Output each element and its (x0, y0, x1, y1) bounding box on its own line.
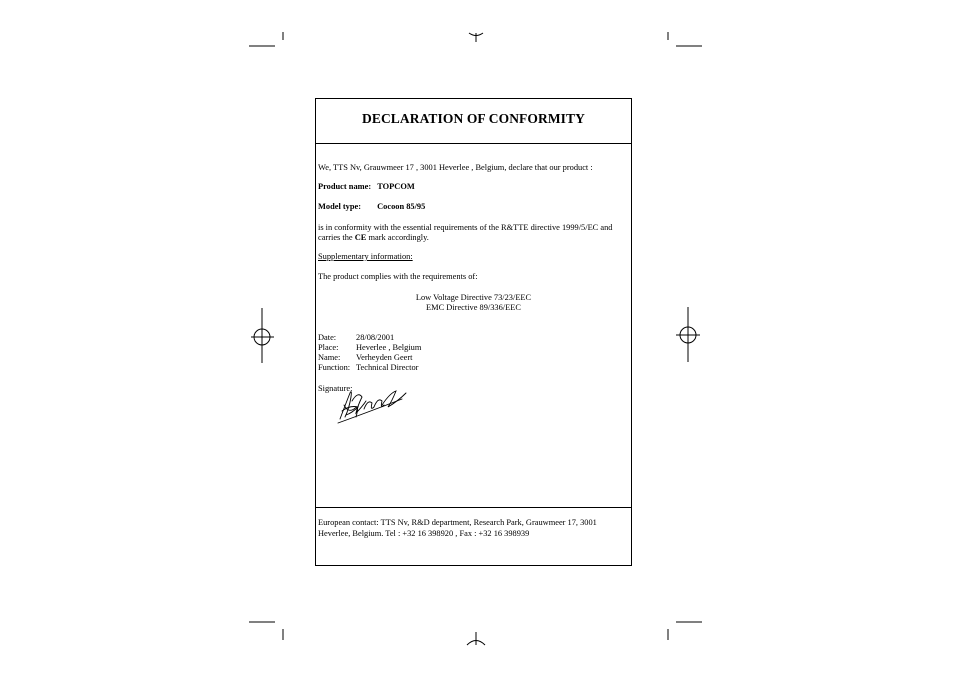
conformity-line-1: is in conformity with the essential requirements of the R&TTE directive 1999/5/EC and (318, 223, 613, 232)
footer-contact-line-2: Heverlee, Belgium. Tel : +32 16 398920 , Fax : +32 16 398939 (318, 529, 530, 538)
conformity-prefix: carries the (318, 233, 355, 242)
detail-place-value: Heverlee , Belgium (356, 343, 422, 352)
footer-contact-line-1: European contact: TTS Nv, R&D department, Research Park, Grauwmeer 17, 3001 (318, 518, 597, 527)
complies-text: The product complies with the requirements of: (318, 272, 478, 281)
model-type-line (318, 202, 425, 212)
ce-mark-text: CE (354, 233, 367, 242)
model-type-value: Cocoon 85/95 (377, 202, 426, 211)
detail-date-label: Date: (318, 333, 337, 342)
model-type-label: Model type: (318, 202, 362, 211)
product-name-label: Product name: (318, 182, 372, 191)
detail-name-label: Name: (318, 353, 341, 362)
product-name-value: TOPCOM (377, 182, 415, 191)
detail-date-value: 28/08/2001 (356, 333, 395, 342)
document-title: DECLARATION OF CONFORMITY (361, 111, 585, 126)
detail-function-value: Technical Director (356, 363, 419, 372)
product-name-line (318, 182, 415, 192)
handwritten-signature (336, 383, 408, 425)
signature-label: Signature: (318, 384, 353, 393)
title-band (316, 99, 631, 144)
intro-text: We, TTS Nv, Grauwmeer 17 , 3001 Heverlee , Belgium, declare that our product : (318, 163, 593, 172)
detail-place (318, 343, 421, 353)
supplementary-heading: Supplementary information: (318, 252, 413, 261)
detail-name-value: Verheyden Geert (356, 353, 413, 362)
detail-function (318, 363, 418, 373)
detail-name (318, 353, 413, 363)
conformity-line-2 (318, 233, 429, 243)
detail-place-label: Place: (318, 343, 339, 352)
directive-emc: EMC Directive 89/336/EEC (426, 303, 521, 312)
conformity-suffix: mark accordingly. (366, 233, 429, 242)
detail-date (318, 333, 394, 343)
declaration-document (315, 98, 632, 566)
directive-low-voltage: Low Voltage Directive 73/23/EEC (415, 293, 532, 302)
footer-band (316, 507, 631, 566)
detail-function-label: Function: (318, 363, 351, 372)
